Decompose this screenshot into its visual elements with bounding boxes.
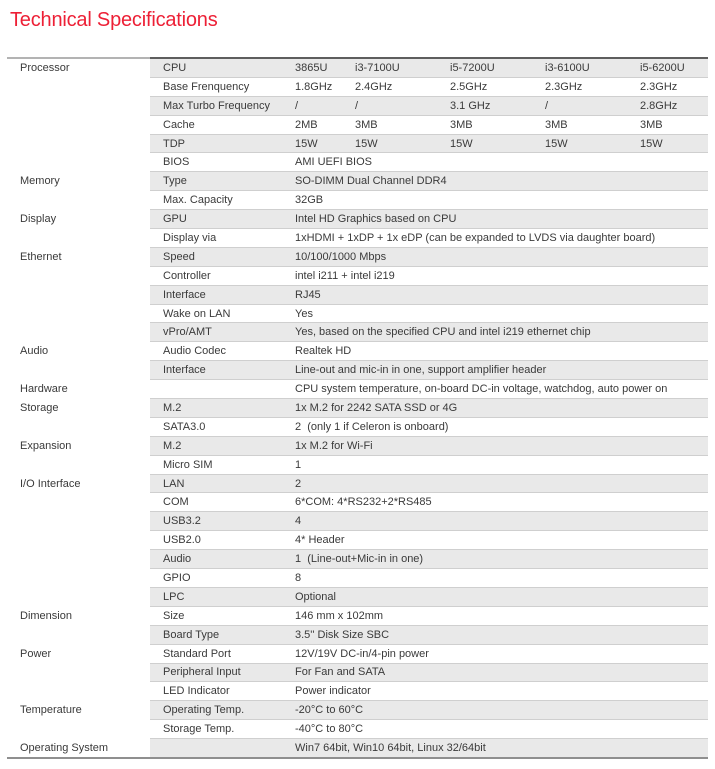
category-cell: [7, 550, 150, 569]
table-row: [7, 399, 708, 418]
spec-value-cell: /: [545, 96, 640, 115]
spec-label-cell: LAN: [150, 474, 295, 493]
table-row: [7, 172, 708, 191]
category-cell: [7, 285, 150, 304]
spec-value-cell: 8: [295, 569, 708, 588]
spec-label-cell: Display via: [150, 229, 295, 248]
spec-value-cell: i5-7200U: [450, 58, 545, 77]
spec-value-cell: -40°C to 80°C: [295, 720, 708, 739]
spec-value-cell: intel i211 + intel i219: [295, 266, 708, 285]
spec-value-cell: -20°C to 60°C: [295, 701, 708, 720]
spec-value-cell: 2MB: [295, 115, 355, 134]
spec-value-cell: SO-DIMM Dual Channel DDR4: [295, 172, 708, 191]
spec-value-cell: CPU system temperature, on-board DC-in voltage, watchdog, auto power on: [295, 380, 708, 399]
table-row: [7, 739, 708, 758]
category-cell: [7, 493, 150, 512]
spec-label-cell: Audio: [150, 550, 295, 569]
spec-label-cell: Size: [150, 606, 295, 625]
spec-value-cell: 10/100/1000 Mbps: [295, 247, 708, 266]
spec-label-cell: M.2: [150, 436, 295, 455]
spec-label-cell: GPU: [150, 210, 295, 229]
page: [0, 9, 715, 759]
category-cell: [7, 323, 150, 342]
spec-value-cell: 1: [295, 455, 708, 474]
spec-value-cell: 2.5GHz: [450, 77, 545, 96]
table-row: [7, 191, 708, 210]
table-row: [7, 417, 708, 436]
spec-label-cell: USB2.0: [150, 531, 295, 550]
category-cell: Power: [7, 644, 150, 663]
table-row: [7, 569, 708, 588]
spec-label-cell: COM: [150, 493, 295, 512]
category-cell: Dimension: [7, 606, 150, 625]
spec-value-cell: 1xHDMI + 1xDP + 1x eDP (can be expanded to LVDS via daughter board): [295, 229, 708, 248]
spec-label-cell: TDP: [150, 134, 295, 153]
table-row: [7, 285, 708, 304]
category-cell: [7, 304, 150, 323]
spec-label-cell: Interface: [150, 285, 295, 304]
category-cell: Memory: [7, 172, 150, 191]
table-row: [7, 58, 708, 77]
spec-label-cell: SATA3.0: [150, 417, 295, 436]
spec-value-cell: 15W: [355, 134, 450, 153]
spec-label-cell: Micro SIM: [150, 455, 295, 474]
spec-value-cell: 3865U: [295, 58, 355, 77]
spec-label-cell: vPro/AMT: [150, 323, 295, 342]
category-cell: Operating System: [7, 739, 150, 758]
spec-label-cell: Storage Temp.: [150, 720, 295, 739]
spec-value-cell: 2.8GHz: [640, 96, 708, 115]
spec-value-cell: 2: [295, 474, 708, 493]
spec-value-cell: i5-6200U: [640, 58, 708, 77]
table-row: [7, 361, 708, 380]
spec-label-cell: BIOS: [150, 153, 295, 172]
spec-value-cell: 1.8GHz: [295, 77, 355, 96]
spec-value-cell: 15W: [545, 134, 640, 153]
spec-label-cell: LED Indicator: [150, 682, 295, 701]
category-cell: [7, 361, 150, 380]
page-title: Technical Specifications: [10, 9, 218, 31]
spec-label-cell: Wake on LAN: [150, 304, 295, 323]
category-cell: [7, 663, 150, 682]
category-cell: [7, 229, 150, 248]
category-cell: Ethernet: [7, 247, 150, 266]
table-row: [7, 134, 708, 153]
spec-value-cell: 15W: [450, 134, 545, 153]
spec-value-cell: Line-out and mic-in in one, support amplifier header: [295, 361, 708, 380]
category-cell: I/O Interface: [7, 474, 150, 493]
table-row: [7, 380, 708, 399]
spec-label-cell: USB3.2: [150, 512, 295, 531]
spec-label-cell: M.2: [150, 399, 295, 418]
spec-value-cell: For Fan and SATA: [295, 663, 708, 682]
spec-value-cell: 12V/19V DC-in/4-pin power: [295, 644, 708, 663]
table-row: [7, 304, 708, 323]
spec-value-cell: 32GB: [295, 191, 708, 210]
spec-label-cell: Peripheral Input: [150, 663, 295, 682]
table-row: [7, 153, 708, 172]
category-cell: Storage: [7, 399, 150, 418]
table-row: [7, 210, 708, 229]
table-row: [7, 644, 708, 663]
spec-value-cell: /: [295, 96, 355, 115]
category-cell: Audio: [7, 342, 150, 361]
spec-value-cell: 2.3GHz: [545, 77, 640, 96]
category-cell: Temperature: [7, 701, 150, 720]
table-row: [7, 606, 708, 625]
spec-label-cell: Type: [150, 172, 295, 191]
category-cell: [7, 720, 150, 739]
spec-label-cell: Interface: [150, 361, 295, 380]
spec-label-cell: Standard Port: [150, 644, 295, 663]
table-row: [7, 474, 708, 493]
spec-label-cell: LPC: [150, 587, 295, 606]
table-row: [7, 512, 708, 531]
spec-value-cell: i3-7100U: [355, 58, 450, 77]
spec-value-cell: Win7 64bit, Win10 64bit, Linux 32/64bit: [295, 739, 708, 758]
category-cell: [7, 569, 150, 588]
spec-label-cell: Board Type: [150, 625, 295, 644]
category-cell: [7, 153, 150, 172]
spec-value-cell: 4: [295, 512, 708, 531]
spec-value-cell: 3.5'' Disk Size SBC: [295, 625, 708, 644]
spec-label-cell: Speed: [150, 247, 295, 266]
table-row: [7, 663, 708, 682]
spec-value-cell: Realtek HD: [295, 342, 708, 361]
category-cell: Processor: [7, 58, 150, 77]
spec-label-cell: Cache: [150, 115, 295, 134]
category-cell: [7, 455, 150, 474]
spec-label-cell: Controller: [150, 266, 295, 285]
spec-value-cell: Optional: [295, 587, 708, 606]
table-row: [7, 77, 708, 96]
table-row: [7, 531, 708, 550]
spec-value-cell: Power indicator: [295, 682, 708, 701]
spec-value-cell: 3MB: [450, 115, 545, 134]
category-cell: Display: [7, 210, 150, 229]
spec-value-cell: 1x M.2 for Wi-Fi: [295, 436, 708, 455]
category-cell: Expansion: [7, 436, 150, 455]
category-cell: [7, 266, 150, 285]
spec-value-cell: 3MB: [545, 115, 640, 134]
category-cell: [7, 96, 150, 115]
spec-label-cell: Audio Codec: [150, 342, 295, 361]
spec-value-cell: 1 (Line-out+Mic-in in one): [295, 550, 708, 569]
table-row: [7, 720, 708, 739]
category-cell: [7, 134, 150, 153]
table-row: [7, 115, 708, 134]
category-cell: [7, 587, 150, 606]
spec-value-cell: 1x M.2 for 2242 SATA SSD or 4G: [295, 399, 708, 418]
spec-value-cell: Yes: [295, 304, 708, 323]
spec-value-cell: Yes, based on the specified CPU and intel i219 ethernet chip: [295, 323, 708, 342]
table-row: [7, 625, 708, 644]
table-row: [7, 682, 708, 701]
category-cell: Hardware: [7, 380, 150, 399]
category-cell: [7, 512, 150, 531]
spec-label-cell: Max Turbo Frequency: [150, 96, 295, 115]
spec-label-cell: [150, 739, 295, 758]
table-row: [7, 587, 708, 606]
spec-label-cell: [150, 380, 295, 399]
spec-value-cell: i3-6100U: [545, 58, 640, 77]
spec-value-cell: 6*COM: 4*RS232+2*RS485: [295, 493, 708, 512]
spec-label-cell: Max. Capacity: [150, 191, 295, 210]
table-row: [7, 96, 708, 115]
spec-value-cell: 146 mm x 102mm: [295, 606, 708, 625]
spec-value-cell: /: [355, 96, 450, 115]
category-cell: [7, 531, 150, 550]
table-row: [7, 229, 708, 248]
spec-value-cell: AMI UEFI BIOS: [295, 153, 708, 172]
spec-value-cell: 3MB: [640, 115, 708, 134]
spec-value-cell: RJ45: [295, 285, 708, 304]
spec-table-body: [7, 58, 708, 758]
spec-value-cell: Intel HD Graphics based on CPU: [295, 210, 708, 229]
table-row: [7, 550, 708, 569]
spec-value-cell: 15W: [295, 134, 355, 153]
spec-label-cell: GPIO: [150, 569, 295, 588]
spec-label-cell: Base Frenquency: [150, 77, 295, 96]
spec-value-cell: 15W: [640, 134, 708, 153]
spec-value-cell: 3.1 GHz: [450, 96, 545, 115]
table-row: [7, 247, 708, 266]
category-cell: [7, 191, 150, 210]
table-row: [7, 436, 708, 455]
spec-value-cell: 2.3GHz: [640, 77, 708, 96]
spec-value-cell: 4* Header: [295, 531, 708, 550]
category-cell: [7, 417, 150, 436]
category-cell: [7, 625, 150, 644]
table-row: [7, 493, 708, 512]
table-row: [7, 323, 708, 342]
table-row: [7, 266, 708, 285]
table-row: [7, 342, 708, 361]
category-cell: [7, 682, 150, 701]
spec-value-cell: 2 (only 1 if Celeron is onboard): [295, 417, 708, 436]
spec-value-cell: 2.4GHz: [355, 77, 450, 96]
table-row: [7, 455, 708, 474]
spec-label-cell: Operating Temp.: [150, 701, 295, 720]
spec-label-cell: CPU: [150, 58, 295, 77]
spec-value-cell: 3MB: [355, 115, 450, 134]
table-row: [7, 701, 708, 720]
category-cell: [7, 115, 150, 134]
category-cell: [7, 77, 150, 96]
spec-table: [7, 57, 708, 759]
